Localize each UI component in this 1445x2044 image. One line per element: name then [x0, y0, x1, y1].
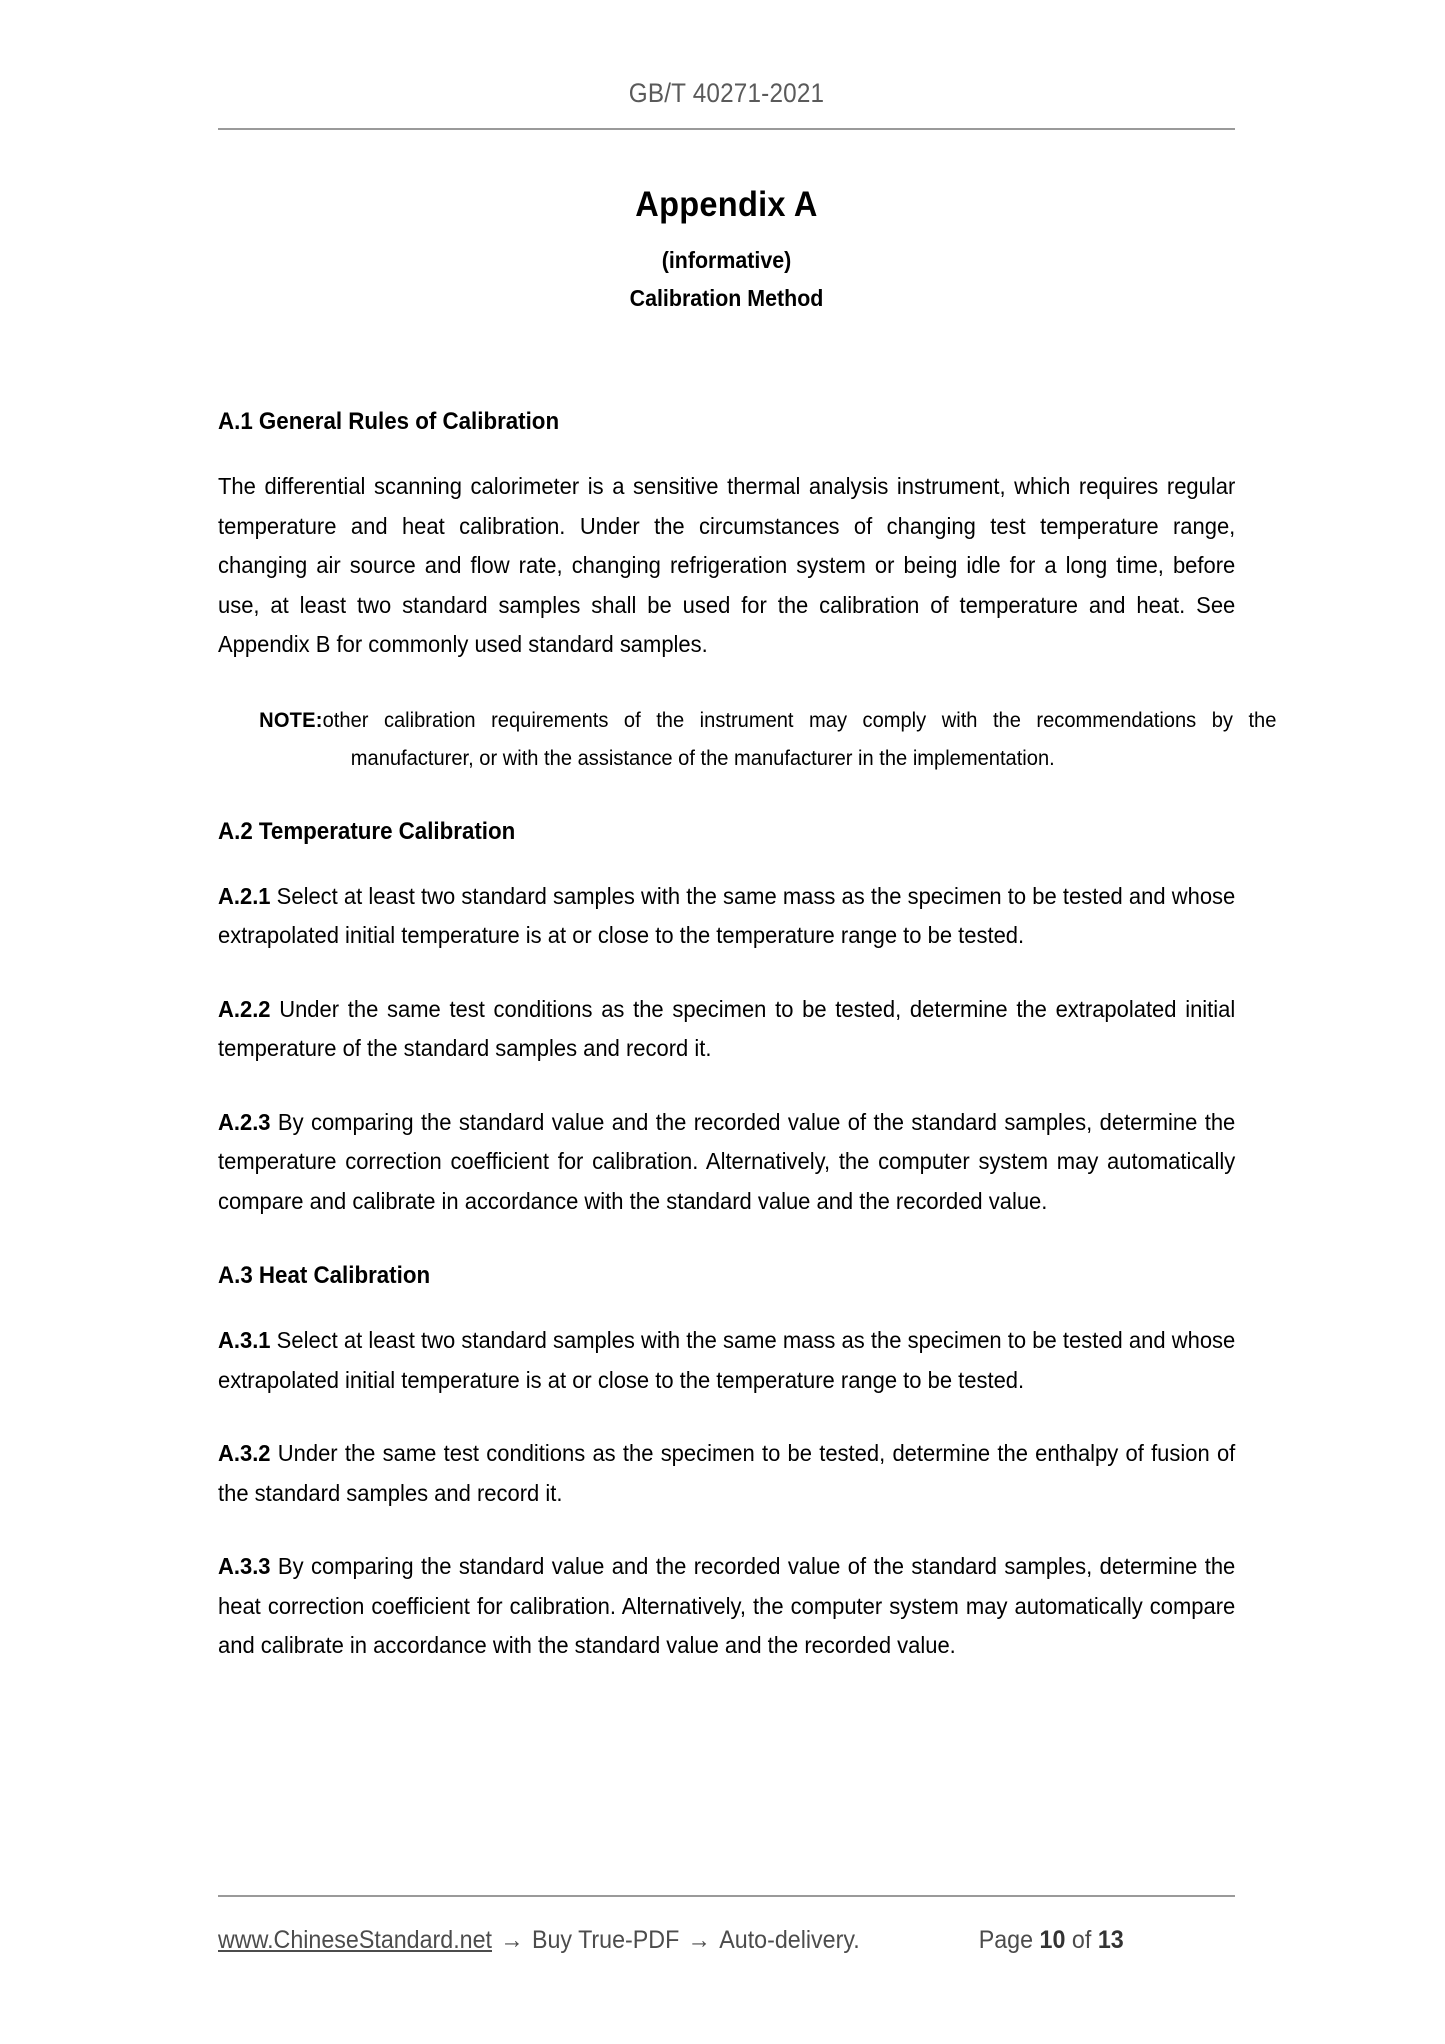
- footer-website-link[interactable]: www.ChineseStandard.net: [218, 1925, 493, 1954]
- spacer: [218, 665, 1235, 701]
- footer-divider: [218, 1895, 1235, 1897]
- section-heading-a1: A.1 General Rules of Calibration: [218, 408, 560, 435]
- spacer: [218, 847, 1235, 877]
- spacer: [218, 317, 1235, 407]
- paragraph-text: Under the same test conditions as the specimen to be tested, determine the enthalpy of fusion of the standard samples and record it.: [218, 1440, 1236, 1506]
- paragraph-a2-2: [218, 990, 1235, 1069]
- appendix-status: (informative): [661, 247, 792, 273]
- paragraph-a3-3: [218, 1547, 1235, 1666]
- header-divider: [218, 128, 1235, 130]
- page-total: 13: [1097, 1925, 1124, 1954]
- page-title: Appendix A: [635, 185, 818, 224]
- page-header: [218, 78, 1235, 109]
- spacer: [218, 1513, 1235, 1547]
- section-heading-a2: A.2 Temperature Calibration: [218, 817, 516, 845]
- page-number: 10: [1039, 1925, 1066, 1954]
- footer-promo: [218, 1926, 860, 1955]
- paragraph-text: Under the same test conditions as the specimen to be tested, determine the extrapolated initial temperature of the standard samples and record it.: [218, 995, 1236, 1061]
- page-indicator: [979, 1926, 1124, 1955]
- spacer: [218, 1221, 1235, 1261]
- note-block-a1: [218, 701, 1276, 777]
- paragraph-text: By comparing the standard value and the recorded value of the standard samples, determine the heat correction coefficient for calibration. Alternatively, the computer system may automatically compare and calibrate in accordance with the standard value and the recorded value.: [218, 1553, 1236, 1658]
- paragraph-text: Select at least two standard samples with the same mass as the specimen to be tested and whose extrapolated initial temperature is at or close to the temperature range to be tested.: [218, 1327, 1236, 1393]
- spacer: [218, 1291, 1235, 1321]
- clause-number: A.2.3: [218, 1108, 271, 1135]
- page-of-label: of: [1071, 1925, 1092, 1954]
- standard-code: GB/T 40271-2021: [628, 78, 825, 108]
- footer-promo-text-1: Buy True-PDF: [531, 1925, 680, 1954]
- paragraph-a1-p1: [218, 467, 1235, 665]
- paragraph-text: Select at least two standard samples with the same mass as the specimen to be tested and whose extrapolated initial temperature is at or close to the temperature range to be tested.: [218, 882, 1236, 948]
- spacer: [218, 1069, 1235, 1103]
- page-footer: [218, 1920, 1164, 1960]
- section-heading-a3: A.3 Heat Calibration: [218, 1262, 431, 1289]
- spacer: [218, 1400, 1235, 1434]
- spacer: [218, 956, 1235, 990]
- spacer: [218, 437, 1235, 467]
- paragraph-a2-1: [218, 877, 1235, 956]
- right-arrow-icon: →: [687, 1925, 711, 1954]
- footer-promo-text-2: Auto-delivery.: [719, 1925, 860, 1954]
- paragraph-text: By comparing the standard value and the recorded value of the standard samples, determine the temperature correction coefficient for calibration. Alternatively, the computer system may automatically compare and calibrate in accordance with the standard value and the recorded value.: [218, 1108, 1236, 1214]
- appendix-subject: Calibration Method: [629, 285, 824, 311]
- note-label: NOTE:: [259, 707, 323, 732]
- paragraph-text: The differential scanning calorimeter is a sensitive thermal analysis instrument, which requires regular temperature and heat calibration. Under the circumstances of changing test temperature range, changing air source and flow rate, changing refrigeration system or being idle for a long time, before use, at least two standard samples shall be used for the calibration of temperature and heat. See Appendix B for commonly used standard samples.: [218, 473, 1236, 657]
- clause-number: A.3.2: [218, 1440, 271, 1466]
- page-content: [218, 185, 1277, 1666]
- paragraph-a3-2: [218, 1434, 1235, 1513]
- clause-number: A.2.2: [218, 995, 271, 1022]
- paragraph-a2-3: [218, 1103, 1235, 1222]
- note-text: other calibration requirements of the instrument may comply with the recommendations by the manufacturer, or with the assistance of the manufacturer in the implementation.: [322, 707, 1277, 770]
- clause-number: A.2.1: [218, 882, 271, 909]
- paragraph-a3-1: [218, 1321, 1235, 1400]
- clause-number: A.3.1: [218, 1327, 271, 1353]
- spacer: [218, 777, 1235, 817]
- clause-number: A.3.3: [218, 1553, 271, 1579]
- right-arrow-icon: →: [500, 1925, 524, 1954]
- note-inner: [259, 701, 1276, 777]
- page-label: Page: [978, 1925, 1034, 1954]
